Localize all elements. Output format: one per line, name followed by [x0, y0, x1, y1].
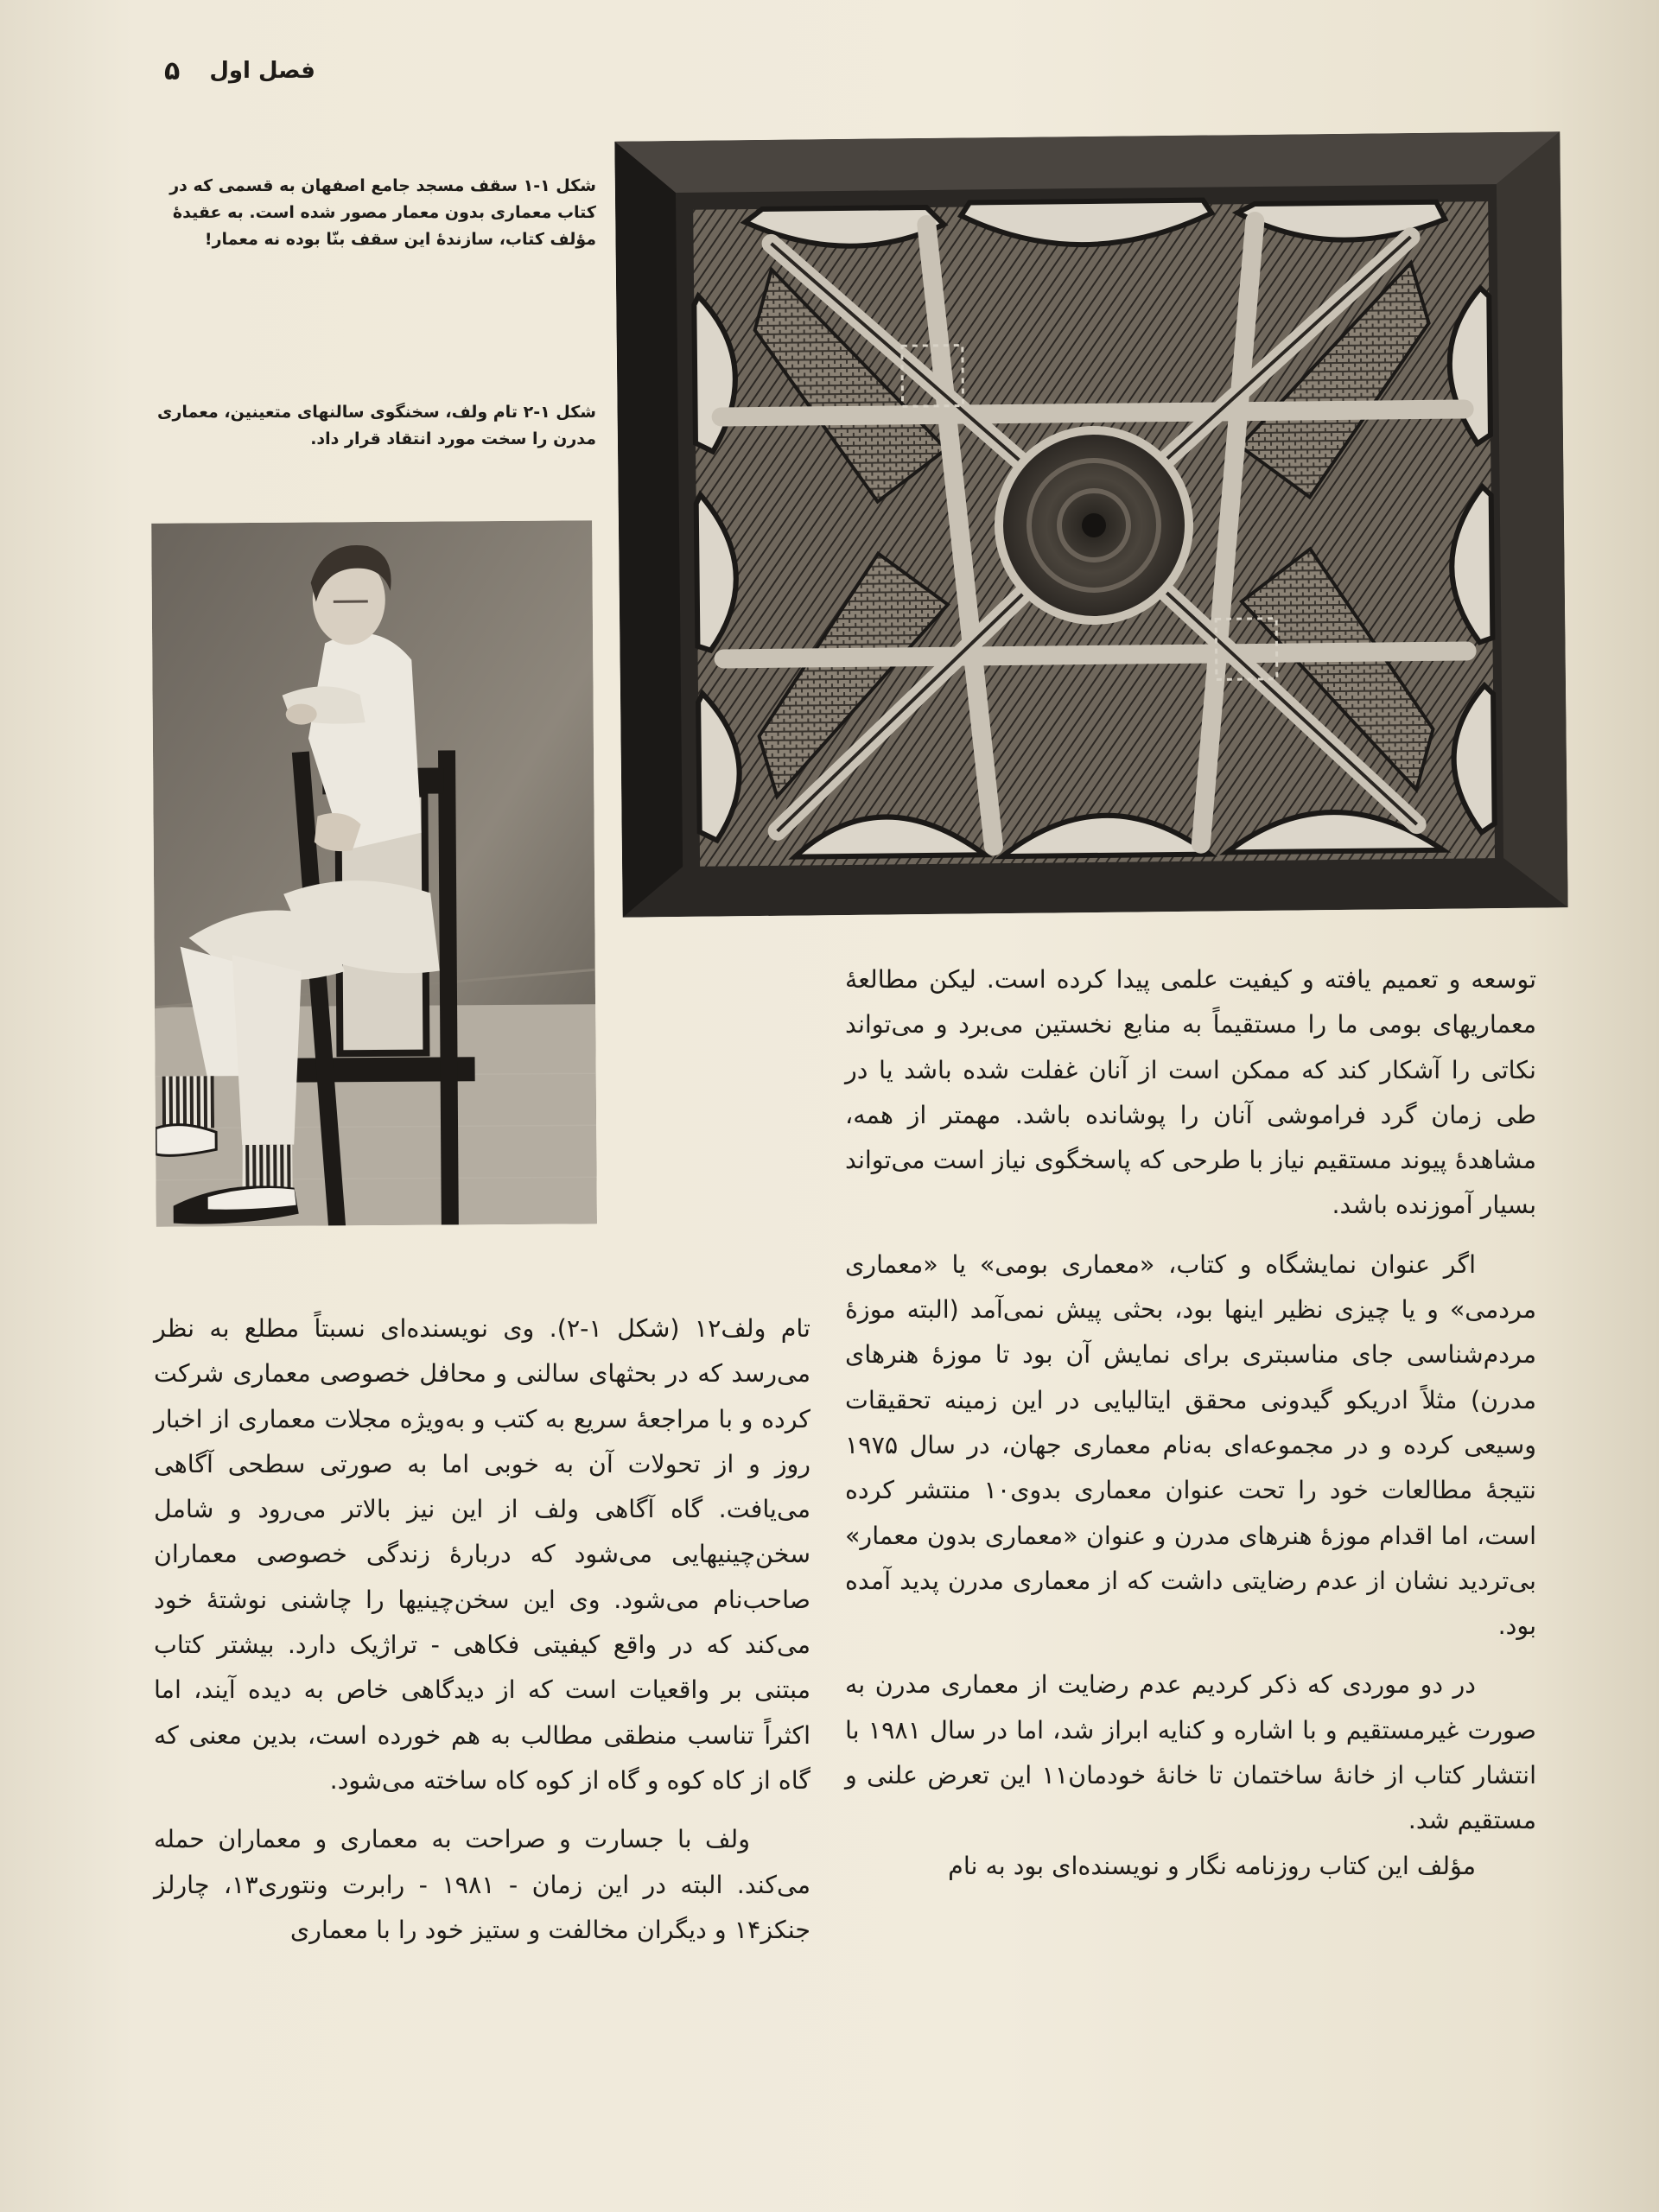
- chapter-title: فصل اول: [209, 58, 315, 84]
- paragraph: اگر عنوان نمایشگاه و کتاب، «معماری بومی» یا «معماری مردمی» و یا چیزی نظیر اینها بود، بحثی پیش نمی‌آمد (البته موزهٔ مردم‌شناسی جای مناسبتری برای نمایش آن بود تا موزهٔ هنرهای مدرن) مثلاً ادریکو گیدونی محقق ایتالیایی در این زمینه تحقیقات وسیعی کرده و در مجموعه‌ای به‌نام معماری جهان، در سال ۱۹۷۵ نتیجهٔ مطالعات خود را تحت عنوان معماری بدوی۱۰ منتشر کرده است، اما اقدام موزهٔ هنرهای مدرن و عنوان «معماری بدون معمار» بی‌تردید نشان از عدم رضایتی داشت که از معماری مدرن پدید آمده بود.: [845, 1249, 1536, 1641]
- mosque-ceiling-photo: [614, 131, 1567, 917]
- figure-caption-mosque: شکل ۱-۱ سقف مسجد جامع اصفهان به قسمی که در کتاب معماری بدون معمار مصور شده است. به عقیدهٔ مؤلف کتاب، سازندهٔ این سقف بنّا بوده نه معمار!: [169, 176, 596, 249]
- body-text-left-column: [154, 1306, 810, 1953]
- body-text-right-column: [845, 957, 1536, 1889]
- paragraph: تام ولف۱۲ (شکل ۱-۲). وی نویسنده‌ای نسبتاً مطلع به نظر می‌رسد که در بحثهای سالنی و محافل خصوصی معماری شرکت کرده و با مراجعهٔ سریع به کتب و به‌ویژه مجلات معماری از اخبار روز و از تحولات آن به خوبی اما به صورتی سطحی آگاهی می‌یافت. گاه آگاهی ولف از این نیز بالاتر می‌رود و شامل سخن‌چینیهایی می‌شود که دربارهٔ زندگی خصوصی معماران صاحب‌نام می‌شود. وی این سخن‌چینیها را چاشنی نوشتهٔ خود می‌کند که در واقع کیفیتی فکاهی - تراژیک دارد. بیشتر کتاب مبتنی بر واقعیات است که از دیدگاهی خاص به دیده آیند، اما اکثراً تناسب منطقی مطالب به هم خورده است، بدین معنی که گاه از کاه کوه و گاه از کوه کاه ساخته می‌شود.: [154, 1314, 810, 1795]
- figure-caption-portrait: شکل ۱-۲ تام ولف، سخنگوی سالنهای متعینین، معماری مدرن را سخت مورد انتقاد قرار داد.: [157, 403, 596, 448]
- portrait-photo: [151, 520, 597, 1227]
- paragraph: توسعه و تعمیم یافته و کیفیت علمی پیدا کرده است. لیکن مطالعهٔ معماریهای بومی ما را مستقیماً به منابع نخستین می‌برد و می‌تواند نکاتی را آشکار کند که ممکن است از آنان غفلت شده باشد یا در طی زمان گرد فراموشی آنان را پوشانده باشد. مهمتر از همه، مشاهدهٔ پیوند مستقیم نیاز با طرحی که پاسخگوی نیاز است می‌تواند بسیار آموزنده باشد.: [845, 965, 1536, 1220]
- page-number: ۵: [164, 55, 181, 86]
- paragraph: ولف با جسارت و صراحت به معماری و معماران حمله می‌کند. البته در این زمان - ۱۹۸۱ - رابرت ونتوری۱۳، چارلز جنکز۱۴ و دیگران مخالفت و ستیز خود را با معماری: [154, 1825, 810, 1944]
- paragraph: مؤلف این کتاب روزنامه نگار و نویسنده‌ای بود به نام: [948, 1851, 1476, 1880]
- paragraph: در دو موردی که ذکر کردیم عدم رضایت از معماری مدرن به صورت غیرمستقیم و با اشاره و کنایه ابراز شد، اما در سال ۱۹۸۱ با انتشار کتاب از خانهٔ ساختمان تا خانهٔ خودمان۱۱ این تعرض علنی و مستقیم شد.: [845, 1670, 1536, 1835]
- running-header: [164, 52, 389, 90]
